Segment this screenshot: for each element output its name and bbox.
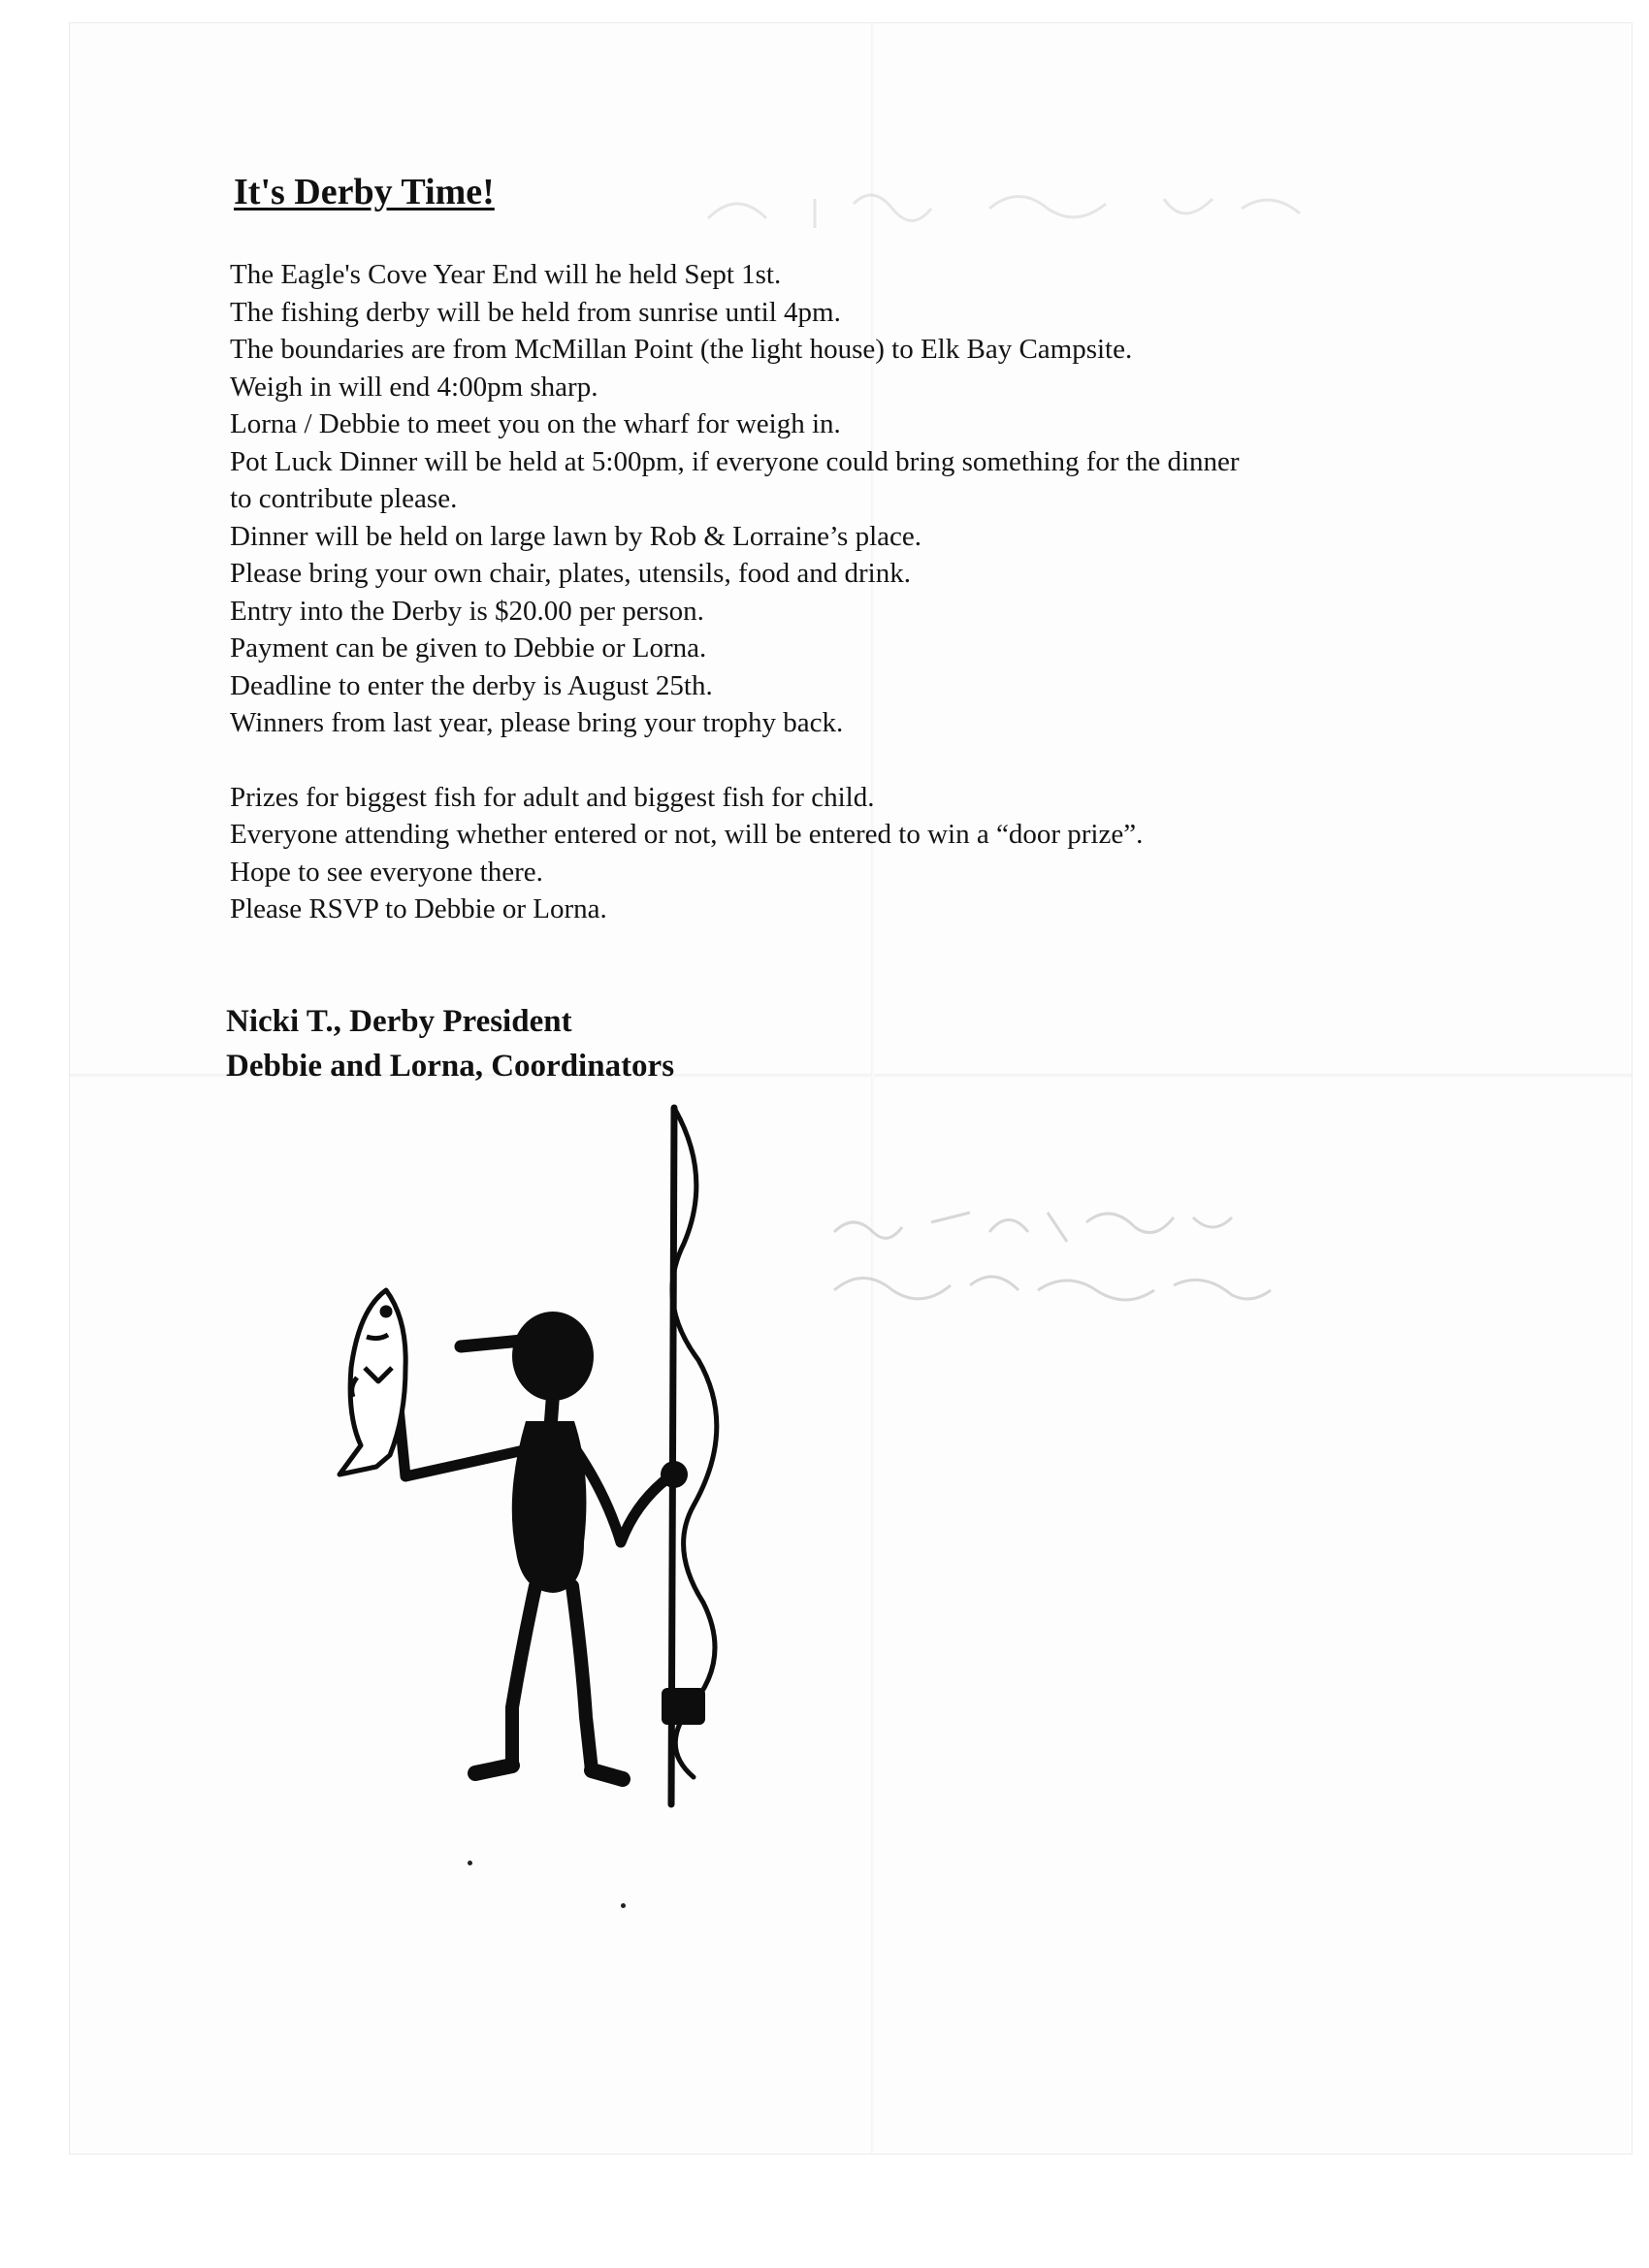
ink-speck (468, 1861, 472, 1865)
signature-block (226, 999, 674, 1088)
text-line: Please RSVP to Debbie or Lorna. (230, 893, 607, 924)
text-line: Pot Luck Dinner will be held at 5:00pm, if everyone could bring something for the dinner (230, 445, 1240, 477)
text-line: Weigh in will end 4:00pm sharp. (230, 371, 598, 403)
bleed-through-marks-handwriting (824, 1193, 1290, 1319)
text-line: to contribute please. (230, 483, 458, 514)
text-line: Prizes for biggest fish for adult and biggest fish for child. (230, 781, 875, 813)
text-line: Winners from last year, please bring your trophy back. (230, 707, 844, 738)
text-line: Lorna / Debbie to meet you on the wharf for weigh in. (230, 408, 841, 439)
text-line: Everyone attending whether entered or not, will be entered to win a “door prize”. (230, 819, 1144, 850)
bleed-through-marks-top (698, 179, 1339, 238)
text-line: Entry into the Derby is $20.00 per person. (230, 595, 704, 627)
page-title: It's Derby Time! (234, 172, 495, 212)
text-line: Hope to see everyone there. (230, 856, 543, 888)
ink-speck (621, 1903, 626, 1908)
signature-coordinators: Debbie and Lorna, Coordinators (226, 1049, 675, 1084)
fisherman-holding-fish-icon (272, 1086, 776, 1824)
text-line: Deadline to enter the derby is August 25th. (230, 669, 713, 701)
text-line: Dinner will be held on large lawn by Rob & Lorraine’s place. (230, 520, 922, 552)
text-line: The fishing derby will be held from sunrise until 4pm. (230, 296, 841, 328)
text-line: Payment can be given to Debbie or Lorna. (230, 632, 707, 664)
announcement-body (230, 256, 1491, 928)
signature-president: Nicki T., Derby President (226, 1004, 572, 1039)
paragraph-gap (230, 742, 1491, 779)
text-line: The boundaries are from McMillan Point (the light house) to Elk Bay Campsite. (230, 334, 1133, 365)
text-line: Please bring your own chair, plates, utensils, food and drink. (230, 558, 911, 589)
text-line: The Eagle's Cove Year End will he held Sept 1st. (230, 259, 782, 290)
